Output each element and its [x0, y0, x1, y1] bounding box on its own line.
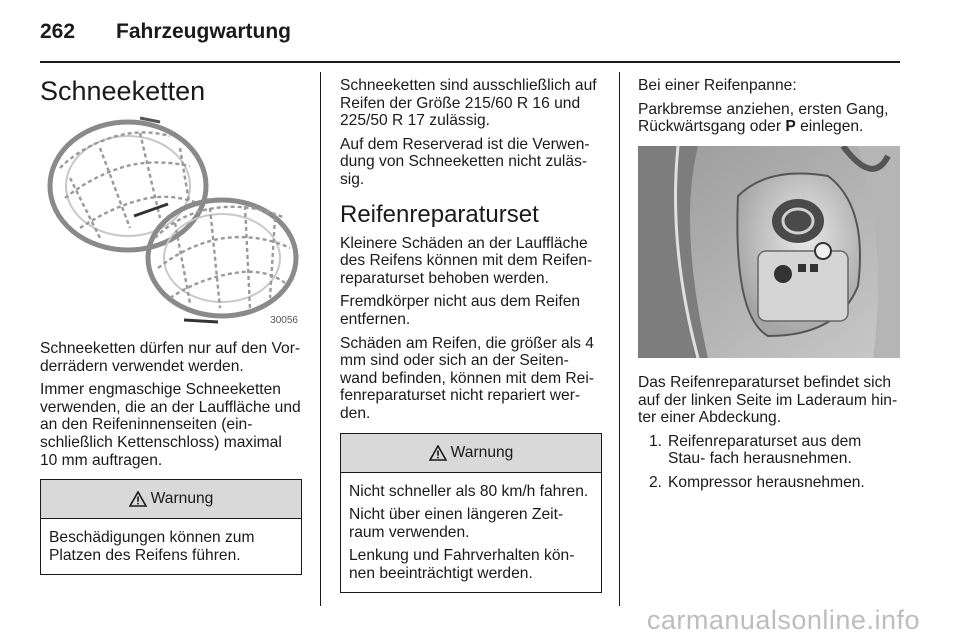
column-3-text-bottom [638, 374, 900, 498]
paragraph: Bei einer Reifenpanne: [638, 77, 797, 94]
warning-text: Beschädigungen können zum Platzen des Reifens führen. [49, 529, 255, 564]
chapter-title: Fahrzeugwartung [116, 20, 292, 43]
column-separator [619, 72, 620, 606]
paragraph [638, 101, 900, 136]
paragraph: Schneeketten sind ausschließlich auf Reifen der Größe 215/60 R 16 und 225/50 R 17 zulässig. [340, 77, 597, 130]
list-item [638, 474, 900, 492]
warning-triangle-icon [429, 445, 447, 461]
warning-body [41, 519, 301, 574]
text-run: Parkbremse anziehen, ersten Gang, Rückwärtsgang oder [638, 100, 889, 136]
column-1-text [40, 340, 302, 575]
step-text: Kompressor herausnehmen. [668, 473, 865, 491]
warning-body [341, 473, 601, 593]
paragraph: Schäden am Reifen, die größer als 4 mm sind oder sich an der Seiten- wand befinden, können mit dem Rei- fenreparaturset nicht repariert wer- den. [340, 334, 594, 422]
paragraph: Auf dem Reserverad ist die Verwen- dung von Schneeketten nicht zuläs- sig. [340, 135, 590, 188]
watermark: carmanualsonline.info [646, 605, 920, 635]
warning-line: Nicht schneller als 80 km/h fahren. [349, 482, 589, 500]
warning-triangle-icon [129, 491, 147, 507]
warning-box [40, 479, 302, 575]
tyre-repair-kit-photo [638, 146, 900, 358]
warning-title: Warnung [150, 490, 214, 508]
step-number: 2. [648, 473, 662, 491]
steps-list [638, 433, 900, 492]
column-separator [320, 72, 321, 606]
section-heading-reifenreparaturset: Reifenreparaturset [340, 200, 539, 228]
figure-number: 30056 [270, 315, 298, 326]
text-run: einlegen. [795, 118, 864, 136]
page-header [40, 18, 900, 48]
warning-line: Nicht über einen längeren Zeit- raum verwenden. [349, 506, 564, 541]
warning-box [340, 433, 602, 594]
paragraph: Fremdkörper nicht aus dem Reifen entfernen. [340, 293, 581, 328]
snow-chains-illustration [40, 108, 302, 328]
column-3-text-top [638, 77, 900, 142]
list-item [638, 433, 900, 468]
paragraph: Kleinere Schäden an der Lauffläche des Reifens können mit dem Reifen- reparaturset behoben werden. [340, 234, 593, 287]
warning-header [341, 434, 601, 473]
section-heading-schneeketten: Schneeketten [40, 76, 206, 106]
step-number: 1. [648, 432, 662, 450]
step-text: Reifenreparaturset aus dem Stau- fach herausnehmen. [668, 432, 862, 468]
warning-title: Warnung [450, 443, 514, 461]
gear-symbol-p: P [785, 118, 796, 136]
column-2-text [340, 77, 602, 593]
page-number: 262 [40, 20, 76, 43]
warning-line: Lenkung und Fahrverhalten kön- nen beeinträchtigt werden. [349, 547, 575, 582]
paragraph: Immer engmaschige Schneeketten verwenden, die an der Lauffläche und an den Reifeninnenseiten (ein- schließlich Kettenschloss) maximal 10 mm auftragen. [40, 381, 301, 469]
header-rule [40, 61, 900, 63]
paragraph: Schneeketten dürfen nur auf den Vor- derrädern verwendet werden. [40, 340, 301, 375]
paragraph: Das Reifenreparaturset befindet sich auf der linken Seite im Laderaum hin- ter einer Abdeckung. [638, 374, 898, 427]
warning-header [41, 480, 301, 519]
